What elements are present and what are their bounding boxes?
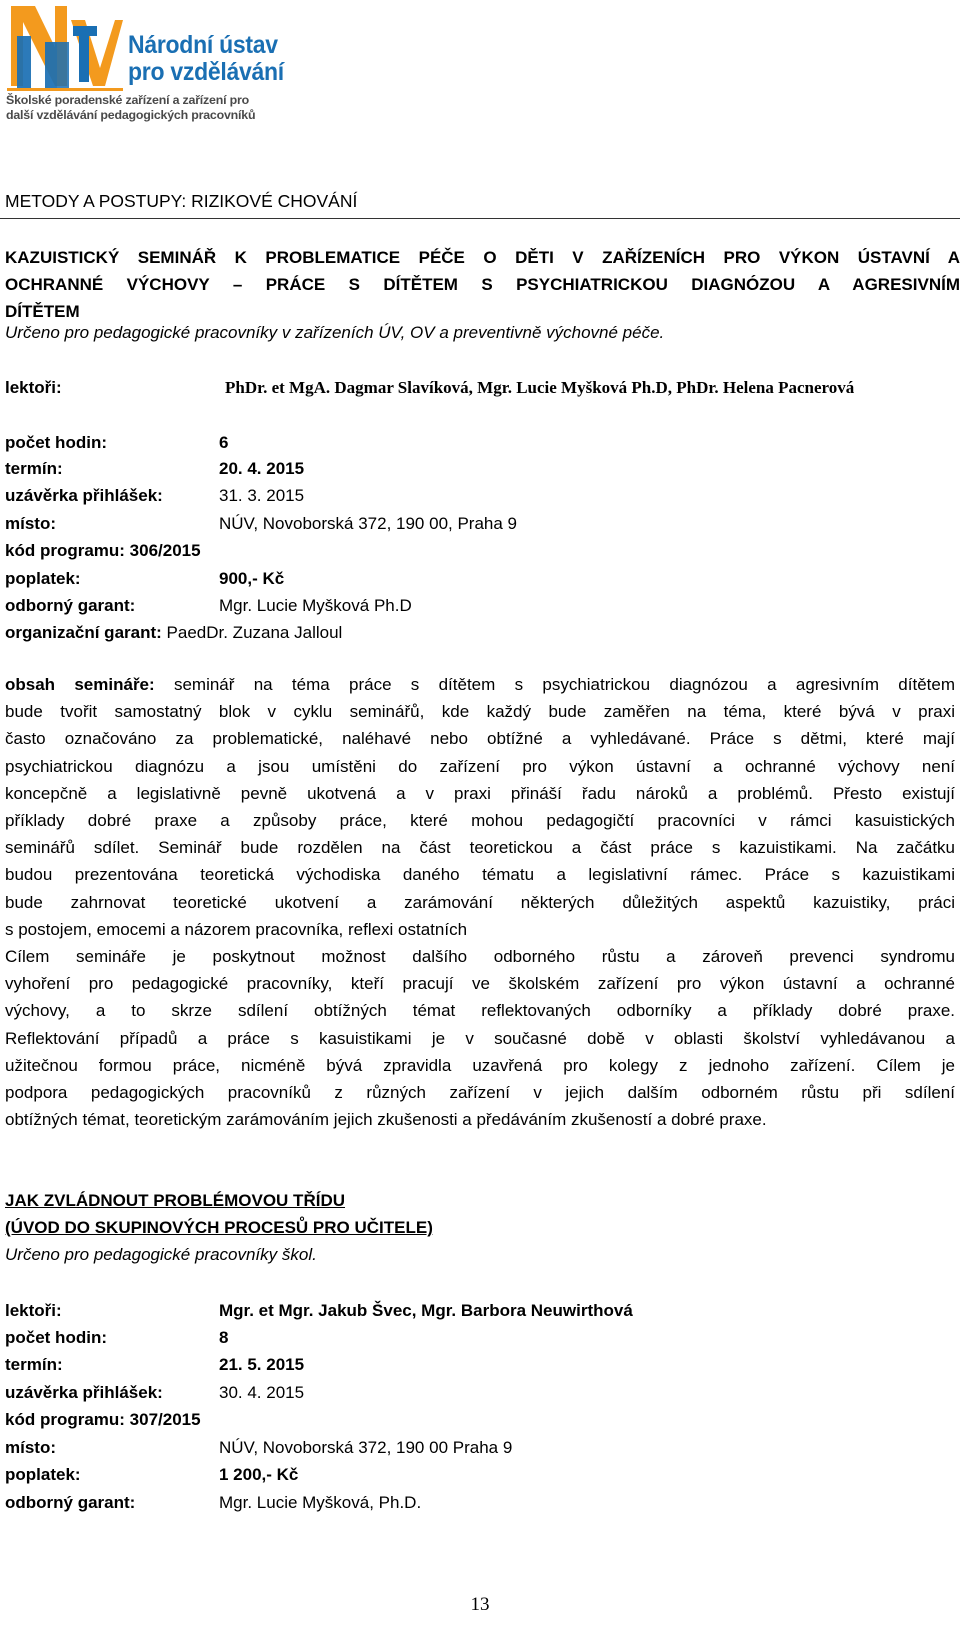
page-number: 13 <box>470 1594 490 1615</box>
seminar1-title-line: DÍTĚTEM <box>5 302 80 321</box>
content-line: budou prezentována teoretická východiska daného tématu a legislativní rámec. Práce s kazuistikami <box>5 865 955 885</box>
seminar1-title-line: OCHRANNÉ VÝCHOVY – PRÁCE S DÍTĚTEM S PSYCHIATRICKOU DIAGNÓZOU A AGRESIVNÍM <box>5 275 960 294</box>
seminar1-content <box>5 671 955 1133</box>
org-guarantor-label: organizační garant: <box>5 623 162 642</box>
date-label: termín: <box>5 459 63 478</box>
lectors-label: lektoři: <box>5 378 62 397</box>
logo-name-line2: pro vzdělávání <box>128 58 284 86</box>
content-label: obsah semináře: <box>5 675 155 694</box>
seminar1-title <box>5 244 960 325</box>
seminar2-audience: Určeno pro pedagogické pracovníky škol. <box>5 1245 317 1264</box>
logo-name-line1: Národní ústav <box>128 31 278 59</box>
content-line: vyhoření pro pedagogické pracovníky, kteří pracují ve školském zařízení pro výkon ústavní a ochranné <box>5 974 955 994</box>
guarantor-label: odborný garant: <box>5 596 136 615</box>
content-line: výchovy, a to skrze sdílení obtížných témat reflektovaných odborníky a příklady dobré praxe. <box>5 1001 955 1021</box>
section-divider <box>0 218 960 219</box>
deadline-value: 30. 4. 2015 <box>219 1383 305 1402</box>
hours-value: 6 <box>219 433 229 452</box>
seminar1-lectors: PhDr. et MgA. Dagmar Slavíková, Mgr. Lucie Myšková Ph.D, PhDr. Helena Pacnerová <box>225 378 855 397</box>
deadline-label: uzávěrka přihlášek: <box>5 1383 163 1402</box>
content-line: psychiatrickou diagnózu a jsou umístěni do zařízení pro výkon ústavní a ochranné výchovy není <box>5 756 955 776</box>
guarantor-value: Mgr. Lucie Myšková, Ph.D. <box>219 1493 422 1512</box>
content-line <box>5 671 955 698</box>
content-line: bude tvořit samostatný blok v cyklu seminářů, kde každý bude zaměřen na téma, které bývá v praxi <box>5 702 955 722</box>
lectors-label: lektoři: <box>5 1301 62 1320</box>
content-line: podpora pedagogických pracovníků z různých zařízení v jejich dalším odborném růstu při sdílení <box>5 1083 955 1103</box>
content-line: bude zahrnovat teoretické ukotvení a zarámování některých důležitých aspektů kazuistiky, práci <box>5 892 955 912</box>
content-line: často označováno za problematické, naléhavé nebo obtížné a vyhledávané. Práce s dětmi, které mají <box>5 729 955 749</box>
date-value: 21. 5. 2015 <box>219 1355 305 1374</box>
section-heading: METODY A POSTUPY: RIZIKOVÉ CHOVÁNÍ <box>5 191 358 211</box>
hours-label: počet hodin: <box>5 1328 107 1347</box>
fee-value: 1 200,- Kč <box>219 1465 299 1484</box>
fee-value: 900,- Kč <box>219 569 285 588</box>
nuv-logo <box>5 2 295 124</box>
fee-label: poplatek: <box>5 569 81 588</box>
guarantor-label: odborný garant: <box>5 1493 136 1512</box>
content-line: Reflektování případů a práce s kasuistikami je v současné době v oblasti školství vyhledávanou a <box>5 1028 955 1048</box>
content-line: s postojem, emocemi a názorem pracovníka, reflexi ostatních <box>5 919 468 939</box>
content-line: seminářů sdílet. Seminář bude rozdělen na část teoretickou a část práce s kazuistikami. Na začátku <box>5 838 955 858</box>
seminar2-title-line2: (ÚVOD DO SKUPINOVÝCH PROCESŮ PRO UČITELE) <box>5 1218 433 1237</box>
seminar1-audience: Určeno pro pedagogické pracovníky v zařízeních ÚV, OV a preventivně výchovné péče. <box>5 323 665 342</box>
fee-label: poplatek: <box>5 1465 81 1484</box>
content-line: užitečnou formou práce, nicméně bývá zpravidla uzavřená pro kolegy z jednoho zařízení. Cílem je <box>5 1055 955 1075</box>
place-label: místo: <box>5 1438 56 1457</box>
guarantor-value: Mgr. Lucie Myšková Ph.D <box>219 596 412 615</box>
place-value: NÚV, Novoborská 372, 190 00 Praha 9 <box>219 1438 513 1457</box>
date-label: termín: <box>5 1355 63 1374</box>
seminar2-title-line1: JAK ZVLÁDNOUT PROBLÉMOVOU TŘÍDU <box>5 1191 345 1210</box>
place-label: místo: <box>5 514 56 533</box>
content-line: koncepčně a legislativně pevně ukotvená a v praxi přináší řadu nároků a problémů. Přesto existují <box>5 783 955 803</box>
deadline-label: uzávěrka přihlášek: <box>5 486 163 505</box>
nuv-logo-mark-icon <box>5 2 125 100</box>
org-guarantor-value: PaedDr. Zuzana Jalloul <box>161 623 343 642</box>
content-line: Cílem semináře je poskytnout možnost dalšího odborného růstu a zároveň prevenci syndromu <box>5 947 955 967</box>
logo-subtitle <box>6 93 255 123</box>
deadline-value: 31. 3. 2015 <box>219 486 305 505</box>
logo-name <box>128 32 284 86</box>
seminar2-program-code: kód programu: 307/2015 <box>5 1410 201 1429</box>
seminar1-title-line: KAZUISTICKÝ SEMINÁŘ K PROBLEMATICE PÉČE O DĚTI V ZAŘÍZENÍCH PRO VÝKON ÚSTAVNÍ A <box>5 248 960 267</box>
content-line: příklady dobré praxe a způsoby práce, které mohou pedagogičtí pracovníci v rámci kasuistických <box>5 811 955 831</box>
hours-label: počet hodin: <box>5 433 107 452</box>
logo-subtitle-line2: další vzdělávání pedagogických pracovníků <box>6 108 256 122</box>
logo-subtitle-line1: Školské poradenské zařízení a zařízení pro <box>6 93 249 107</box>
hours-value: 8 <box>219 1328 229 1347</box>
lectors-value: Mgr. et Mgr. Jakub Švec, Mgr. Barbora Neuwirthová <box>219 1301 633 1320</box>
seminar1-org-guarantor-row <box>5 619 342 646</box>
date-value: 20. 4. 2015 <box>219 459 305 478</box>
content-line: obtížných témat, teoretickým zarámováním jejich zkušenosti a předáváním zkušeností a dobré praxe. <box>5 1110 767 1130</box>
seminar1-program-code: kód programu: 306/2015 <box>5 541 201 560</box>
content-line-text: seminář na téma práce s dítětem s psychiatrickou diagnózou a agresivním dítětem <box>154 675 955 694</box>
place-value: NÚV, Novoborská 372, 190 00, Praha 9 <box>219 514 518 533</box>
